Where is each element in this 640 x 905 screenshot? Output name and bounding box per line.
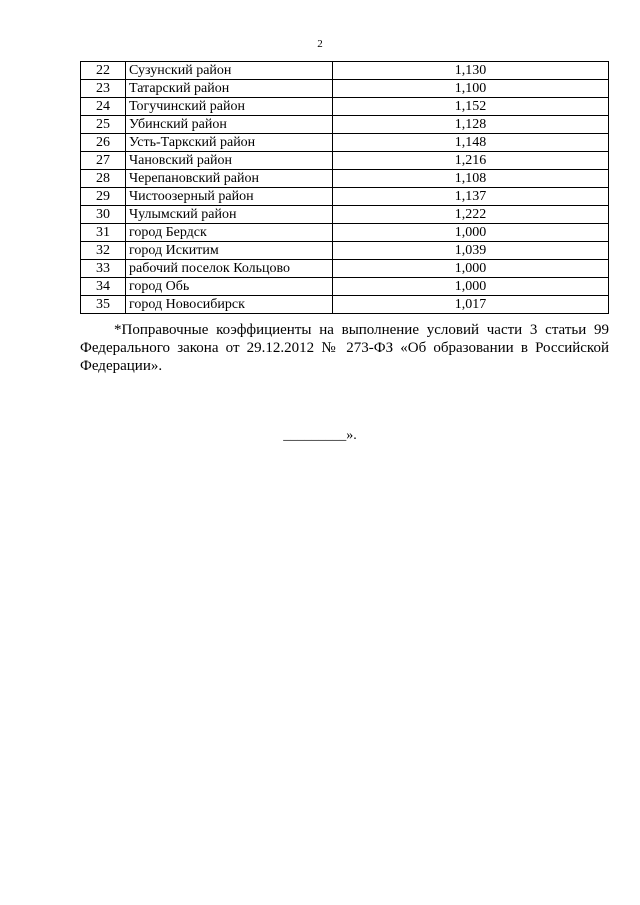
table-row	[81, 152, 609, 170]
table-row	[81, 278, 609, 296]
table-row	[81, 134, 609, 152]
row-number: 35	[81, 296, 126, 314]
row-coefficient: 1,039	[333, 242, 609, 260]
row-territory-name: Татарский район	[126, 80, 333, 98]
table-body	[81, 62, 609, 314]
table-row	[81, 98, 609, 116]
row-territory-name: рабочий поселок Кольцово	[126, 260, 333, 278]
row-coefficient: 1,000	[333, 224, 609, 242]
footnote-text: *Поправочные коэффициенты на выполнение условий части 3 статьи 99 Федерального закона от 29.12.2012 № 273-ФЗ «Об образовании в Российской Федерации».	[80, 322, 609, 374]
row-coefficient: 1,137	[333, 188, 609, 206]
row-territory-name: Чулымский район	[126, 206, 333, 224]
row-territory-name: город Бердск	[126, 224, 333, 242]
row-coefficient: 1,000	[333, 260, 609, 278]
row-number: 27	[81, 152, 126, 170]
table-row	[81, 206, 609, 224]
closing-mark: _________».	[283, 428, 357, 443]
row-coefficient: 1,148	[333, 134, 609, 152]
row-number: 26	[81, 134, 126, 152]
row-coefficient: 1,152	[333, 98, 609, 116]
row-territory-name: Усть-Таркский район	[126, 134, 333, 152]
row-coefficient: 1,000	[333, 278, 609, 296]
page-number: 2	[317, 38, 323, 50]
row-number: 25	[81, 116, 126, 134]
row-coefficient: 1,130	[333, 62, 609, 80]
row-territory-name: Черепановский район	[126, 170, 333, 188]
table-row	[81, 170, 609, 188]
row-coefficient: 1,100	[333, 80, 609, 98]
row-number: 30	[81, 206, 126, 224]
row-number: 29	[81, 188, 126, 206]
row-territory-name: город Новосибирск	[126, 296, 333, 314]
row-coefficient: 1,222	[333, 206, 609, 224]
table-row	[81, 242, 609, 260]
row-number: 31	[81, 224, 126, 242]
row-number: 32	[81, 242, 126, 260]
table-row	[81, 80, 609, 98]
row-number: 34	[81, 278, 126, 296]
row-territory-name: Чановский район	[126, 152, 333, 170]
row-territory-name: город Искитим	[126, 242, 333, 260]
row-territory-name: Чистоозерный район	[126, 188, 333, 206]
row-number: 28	[81, 170, 126, 188]
row-territory-name: Сузунский район	[126, 62, 333, 80]
row-number: 23	[81, 80, 126, 98]
row-number: 33	[81, 260, 126, 278]
table-row	[81, 224, 609, 242]
row-coefficient: 1,128	[333, 116, 609, 134]
row-territory-name: Тогучинский район	[126, 98, 333, 116]
table-row	[81, 188, 609, 206]
table-row	[81, 116, 609, 134]
row-coefficient: 1,017	[333, 296, 609, 314]
row-number: 22	[81, 62, 126, 80]
coefficients-table	[80, 61, 609, 314]
row-coefficient: 1,108	[333, 170, 609, 188]
row-number: 24	[81, 98, 126, 116]
table-row	[81, 62, 609, 80]
row-territory-name: город Обь	[126, 278, 333, 296]
row-territory-name: Убинский район	[126, 116, 333, 134]
table-row	[81, 296, 609, 314]
row-coefficient: 1,216	[333, 152, 609, 170]
table-row	[81, 260, 609, 278]
